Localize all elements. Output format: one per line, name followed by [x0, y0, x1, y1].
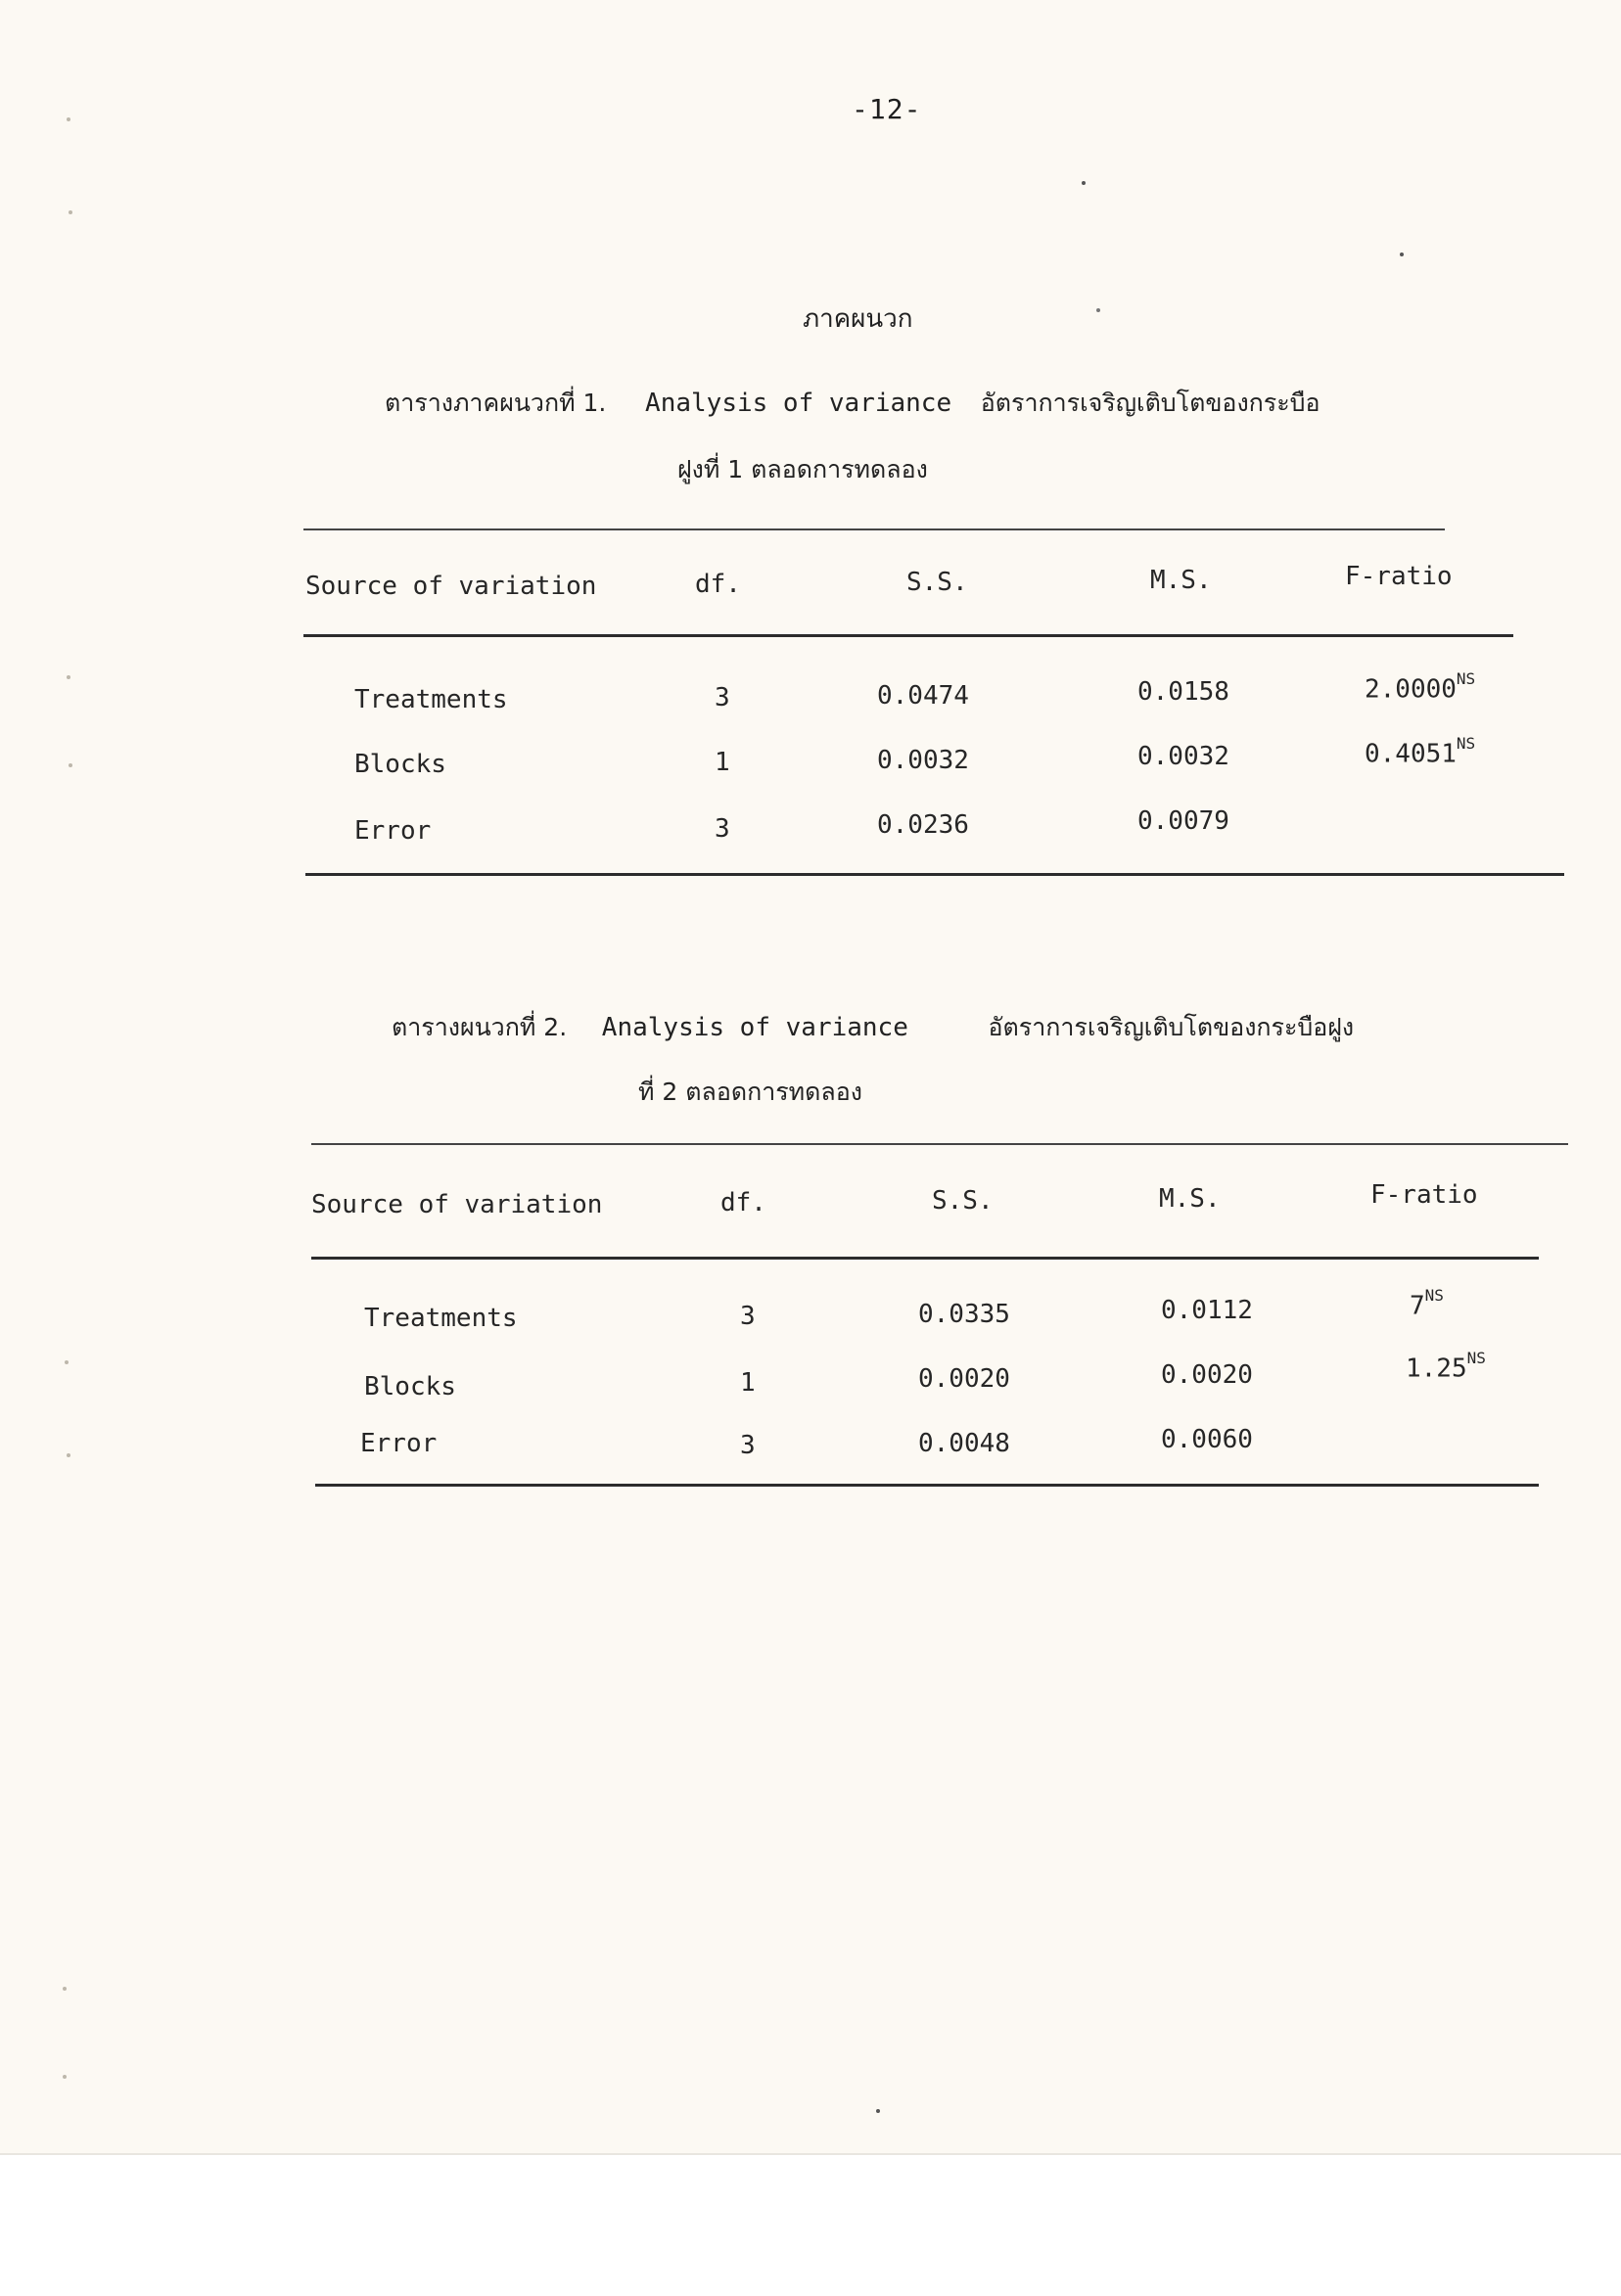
- scanner-bed-margin: [0, 2153, 1621, 2296]
- table2-caption-english: Analysis of variance: [601, 1013, 908, 1042]
- table1-caption-thai: อัตราการเจริญเติบโตของกระบือ: [980, 389, 1320, 417]
- table2-caption-prefix: ตารางผนวกที่ 2.: [392, 1013, 568, 1041]
- table2-row1-ss: 0.0335: [918, 1300, 1010, 1329]
- scan-speck: [67, 675, 70, 679]
- table2-bottom-rule: [315, 1484, 1539, 1487]
- table1-row2-df: 1: [715, 748, 730, 777]
- table2-header-fratio: F-ratio: [1370, 1180, 1478, 1210]
- table2-row2-fvalue: 1.25: [1406, 1354, 1467, 1384]
- table1-row1-fratio: [1365, 669, 1476, 705]
- table2-header-ms: M.S.: [1159, 1184, 1221, 1214]
- table1-header-df: df.: [695, 570, 741, 599]
- table2-row2-ms: 0.0020: [1161, 1360, 1253, 1390]
- table2-row3-ss: 0.0048: [918, 1429, 1010, 1458]
- table2-row1-ms: 0.0112: [1161, 1296, 1253, 1325]
- table2-row1-significance: NS: [1424, 1286, 1444, 1305]
- table1-row1-source: Treatments: [354, 685, 508, 714]
- scan-speck: [69, 210, 72, 214]
- table1-row2-significance: NS: [1456, 734, 1476, 753]
- table1-row2-ss: 0.0032: [877, 746, 969, 775]
- table2-row3-df: 3: [740, 1431, 756, 1460]
- table2-row2-source: Blocks: [364, 1372, 456, 1401]
- table1-row1-ms: 0.0158: [1137, 677, 1229, 707]
- table1-row3-ss: 0.0236: [877, 810, 969, 840]
- table2-row2-df: 1: [740, 1368, 756, 1398]
- table2-row2-ss: 0.0020: [918, 1364, 1010, 1394]
- scan-speck: [1096, 308, 1100, 312]
- table1-row3-ms: 0.0079: [1137, 806, 1229, 836]
- table1-header-fratio: F-ratio: [1345, 562, 1453, 591]
- table1-row3-df: 3: [715, 814, 730, 844]
- table1-row1-ss: 0.0474: [877, 681, 969, 711]
- table1-row1-fvalue: 2.0000: [1365, 674, 1457, 705]
- page-number: -12-: [852, 93, 922, 125]
- scan-speck: [1082, 181, 1086, 185]
- scan-speck: [67, 1453, 70, 1457]
- table1-caption-subtitle: ฝูงที่ 1 ตลอดการทดลอง: [677, 455, 928, 483]
- table1-bottom-rule: [305, 873, 1564, 876]
- table2-top-rule: [311, 1143, 1568, 1145]
- table2-row1-df: 3: [740, 1302, 756, 1331]
- table2-header-source: Source of variation: [311, 1190, 603, 1219]
- table1-row1-df: 3: [715, 683, 730, 712]
- table2-row2-significance: NS: [1466, 1349, 1486, 1367]
- table2-row2-fratio: [1406, 1349, 1486, 1384]
- scan-speck: [1400, 253, 1404, 256]
- appendix-heading: ภาคผนวก: [803, 304, 913, 334]
- table1-row3-source: Error: [354, 816, 432, 846]
- table2-row1-fvalue: 7: [1410, 1291, 1425, 1321]
- table1-row1-significance: NS: [1456, 669, 1476, 688]
- scan-speck: [65, 1360, 69, 1364]
- table2-header-rule: [311, 1257, 1539, 1260]
- scan-speck: [69, 763, 72, 767]
- table2-row3-ms: 0.0060: [1161, 1425, 1253, 1454]
- table2-caption-subtitle: ที่ 2 ตลอดการทดลอง: [638, 1078, 862, 1106]
- scan-speck: [876, 2109, 880, 2113]
- table2-row1-source: Treatments: [364, 1304, 518, 1333]
- table1-caption-prefix: ตารางภาคผนวกที่ 1.: [385, 389, 607, 417]
- table2-caption-line2: [638, 1073, 862, 1112]
- table1-header-source: Source of variation: [305, 572, 597, 601]
- table1-row2-ms: 0.0032: [1137, 742, 1229, 771]
- table2-row3-source: Error: [360, 1429, 438, 1458]
- table2-caption-thai: อัตราการเจริญเติบโตของกระบือฝูง: [988, 1013, 1355, 1041]
- table2-row1-fratio: [1410, 1286, 1444, 1321]
- table1-header-ss: S.S.: [906, 568, 968, 597]
- table1-top-rule: [303, 528, 1445, 530]
- table1-row2-fvalue: 0.4051: [1365, 739, 1457, 769]
- table1-caption-line1: [385, 384, 1320, 423]
- table2-header-ss: S.S.: [932, 1186, 994, 1216]
- table1-caption-line2: [677, 450, 928, 489]
- scan-speck: [63, 1987, 67, 1991]
- table1-header-rule: [303, 634, 1513, 637]
- scan-speck: [67, 117, 70, 121]
- table1-row2-fratio: [1365, 734, 1476, 769]
- table2-header-df: df.: [720, 1188, 766, 1217]
- table2-caption-line1: [392, 1008, 1354, 1047]
- scan-speck: [63, 2075, 67, 2079]
- table1-caption-english: Analysis of variance: [645, 389, 952, 418]
- table1-row2-source: Blocks: [354, 750, 446, 779]
- table1-header-ms: M.S.: [1150, 566, 1212, 595]
